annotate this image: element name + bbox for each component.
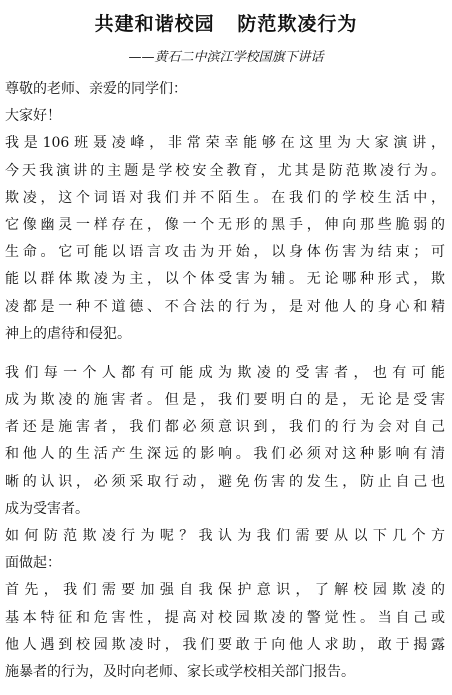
text-line: 者还是施害者，我们都必须意识到，我们的行为会对自己 xyxy=(5,419,445,436)
text-line: 成为受害者。 xyxy=(5,500,89,517)
paragraph xyxy=(5,577,445,686)
text-line: 面做起： xyxy=(5,555,61,572)
text-line: 他人遇到校园欺凌时，我们要敢于向他人求助，敢于揭露 xyxy=(5,636,445,653)
text-line: 我们每一个人都有可能成为欺凌的受害者，也有可能 xyxy=(5,364,445,381)
document-subtitle: ——黄石二中滨江学校国旗下讲话 xyxy=(128,50,324,65)
text-line: 欺凌，这个词语对我们并不陌生。在我们的学校生活中， xyxy=(5,189,445,206)
paragraph xyxy=(5,103,445,130)
text-line: 凌都是一种不道德、不合法的行为，是对他人的身心和精 xyxy=(5,298,445,315)
text-line: 基本特征和危害性，提高对校园欺凌的警觉性。当自己或 xyxy=(5,609,445,626)
paragraph xyxy=(5,360,445,523)
paragraph xyxy=(5,523,445,577)
text-line: 成为欺凌的施害者。但是，我们要明白的是，无论是受害 xyxy=(5,392,445,409)
text-line: 首先，我们需要加强自我保护意识，了解校园欺凌的 xyxy=(5,582,445,599)
text-line: 我是106班聂凌峰，非常荣幸能够在这里为大家演讲， xyxy=(5,135,445,152)
text-line: 能以群体欺凌为主，以个体受害为辅。无论哪种形式，欺 xyxy=(5,271,445,288)
text-line: 今天我演讲的主题是学校安全教育，尤其是防范欺凌行为。 xyxy=(5,162,445,179)
paragraph xyxy=(5,130,445,348)
text-line: 大家好！ xyxy=(5,108,61,125)
paragraph-gap xyxy=(5,348,445,360)
text-line: 和他人的生活产生深远的影响。我们必须对这种影响有清 xyxy=(5,446,445,463)
text-line: 它像幽灵一样存在，像一个无形的黑手，伸向那些脆弱的 xyxy=(5,216,445,233)
text-line: 施暴者的行为，及时向老师、家长或学校相关部门报告。 xyxy=(5,663,355,680)
text-line: 晰的认识，必须采取行动，避免伤害的发生，防止自己也 xyxy=(5,473,445,490)
paragraph xyxy=(5,76,445,103)
text-line: 神上的虐待和侵犯。 xyxy=(5,325,131,342)
speech-body xyxy=(5,76,445,686)
document-title: 共建和谐校园 防范欺凌行为 xyxy=(94,13,358,35)
text-line: 如何防范欺凌行为呢？我认为我们需要从以下几个方 xyxy=(5,528,445,544)
text-line: 尊敬的老师、亲爱的同学们： xyxy=(5,81,187,97)
text-line: 生命。它可能以语言攻击为开始，以身体伤害为结束；可 xyxy=(5,244,445,261)
